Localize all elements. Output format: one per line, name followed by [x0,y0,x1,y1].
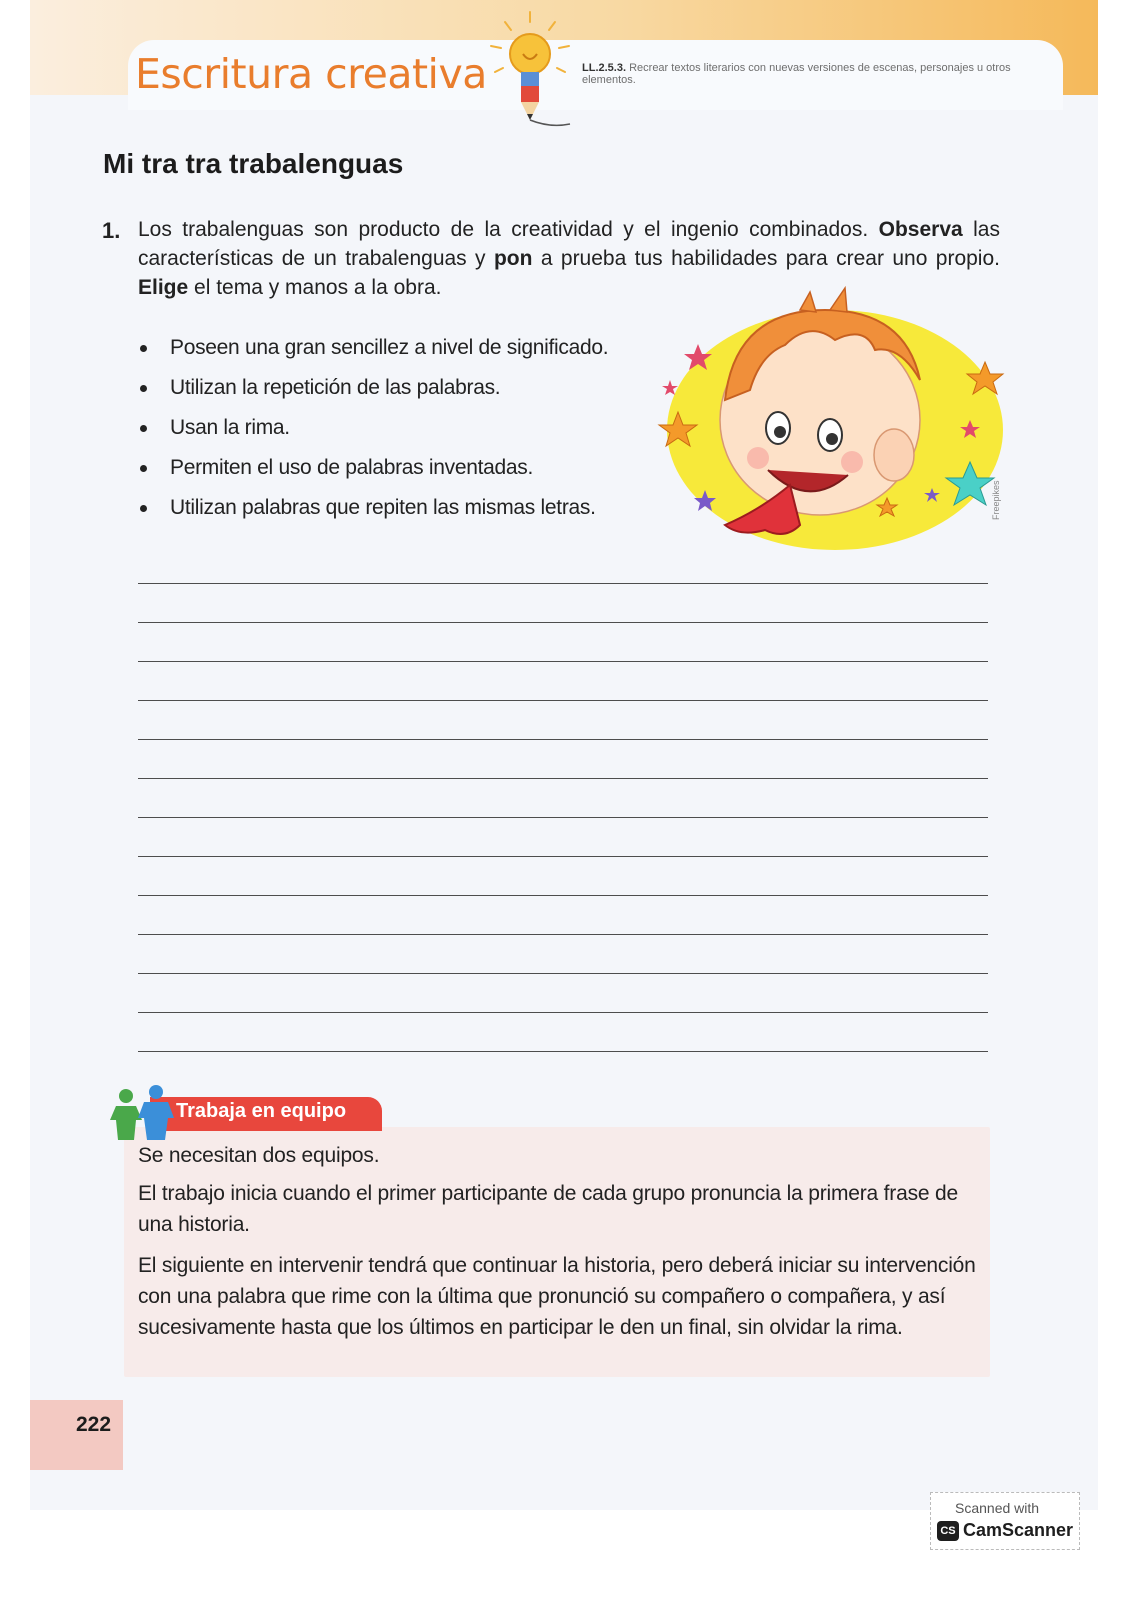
writing-line[interactable] [138,778,988,779]
team-people-icon [108,1084,178,1142]
writing-line[interactable] [138,1051,988,1052]
writing-line[interactable] [138,583,988,584]
skill-description: Recrear textos literarios con nuevas versiones de escenas, personajes u otros elementos. [582,62,1011,86]
instruction-verb: Observa [878,218,963,241]
feature-item: Poseen una gran sencillez a nivel de significado. [140,332,660,372]
instruction-text: el tema y manos a la obra. [188,276,442,299]
lightbulb-pencil-icon [485,10,575,130]
team-paragraph: Se necesitan dos equipos. [138,1144,380,1167]
skill-standard [582,62,1022,86]
instruction-verb: pon [493,247,533,270]
scanner-brand: CamScanner [963,1520,1074,1540]
section-title: Escritura creativa [135,50,487,98]
feature-item: Utilizan palabras que repiten las mismas letras. [140,492,660,532]
writing-line[interactable] [138,1012,988,1013]
team-badge-label: Trabaja en equipo [176,1100,347,1122]
writing-line[interactable] [138,700,988,701]
instruction-text: Los trabalenguas son producto de la creatividad y el ingenio combinados. [138,218,879,241]
scanner-caption: Scanned with [955,1500,1040,1516]
instruction-text: las características de un trabalenguas y [138,218,1000,270]
image-credit: Freepikes [991,480,1001,520]
tongue-twister-kid-illustration [650,280,1020,565]
writing-line[interactable] [138,934,988,935]
team-paragraph: El siguiente en intervenir tendrá que continuar la historia, pero deberá iniciar su intervención con una palabra que rime con la última que pronunció su compañero o compañera, y así sucesivamente hasta que los últimos en participar le den un final, sin olvidar la rima. [138,1254,976,1339]
feature-item: Permiten el uso de palabras inventadas. [140,452,660,492]
feature-item: Usan la rima. [140,412,660,452]
instruction-verb: Elige [138,276,189,299]
writing-line[interactable] [138,856,988,857]
writing-line[interactable] [138,622,988,623]
feature-item: Utilizan la repetición de las palabras. [140,372,660,412]
writing-line[interactable] [138,817,988,818]
features-list [140,332,660,532]
skill-code: LL.2.5.3. [582,62,627,74]
writing-line[interactable] [138,739,988,740]
instruction-text: a prueba tus habilidades para crear uno propio. [532,247,1000,270]
writing-line[interactable] [138,661,988,662]
writing-line[interactable] [138,895,988,896]
team-paragraph: El trabajo inicia cuando el primer participante de cada grupo pronuncia la primera frase de una historia. [138,1182,958,1236]
page-number: 222 [76,1413,112,1436]
question-number: 1. [102,218,121,243]
activity-title: Mi tra tra trabalenguas [103,148,404,179]
camscanner-logo-icon: CS [937,1521,959,1541]
writing-line[interactable] [138,973,988,974]
